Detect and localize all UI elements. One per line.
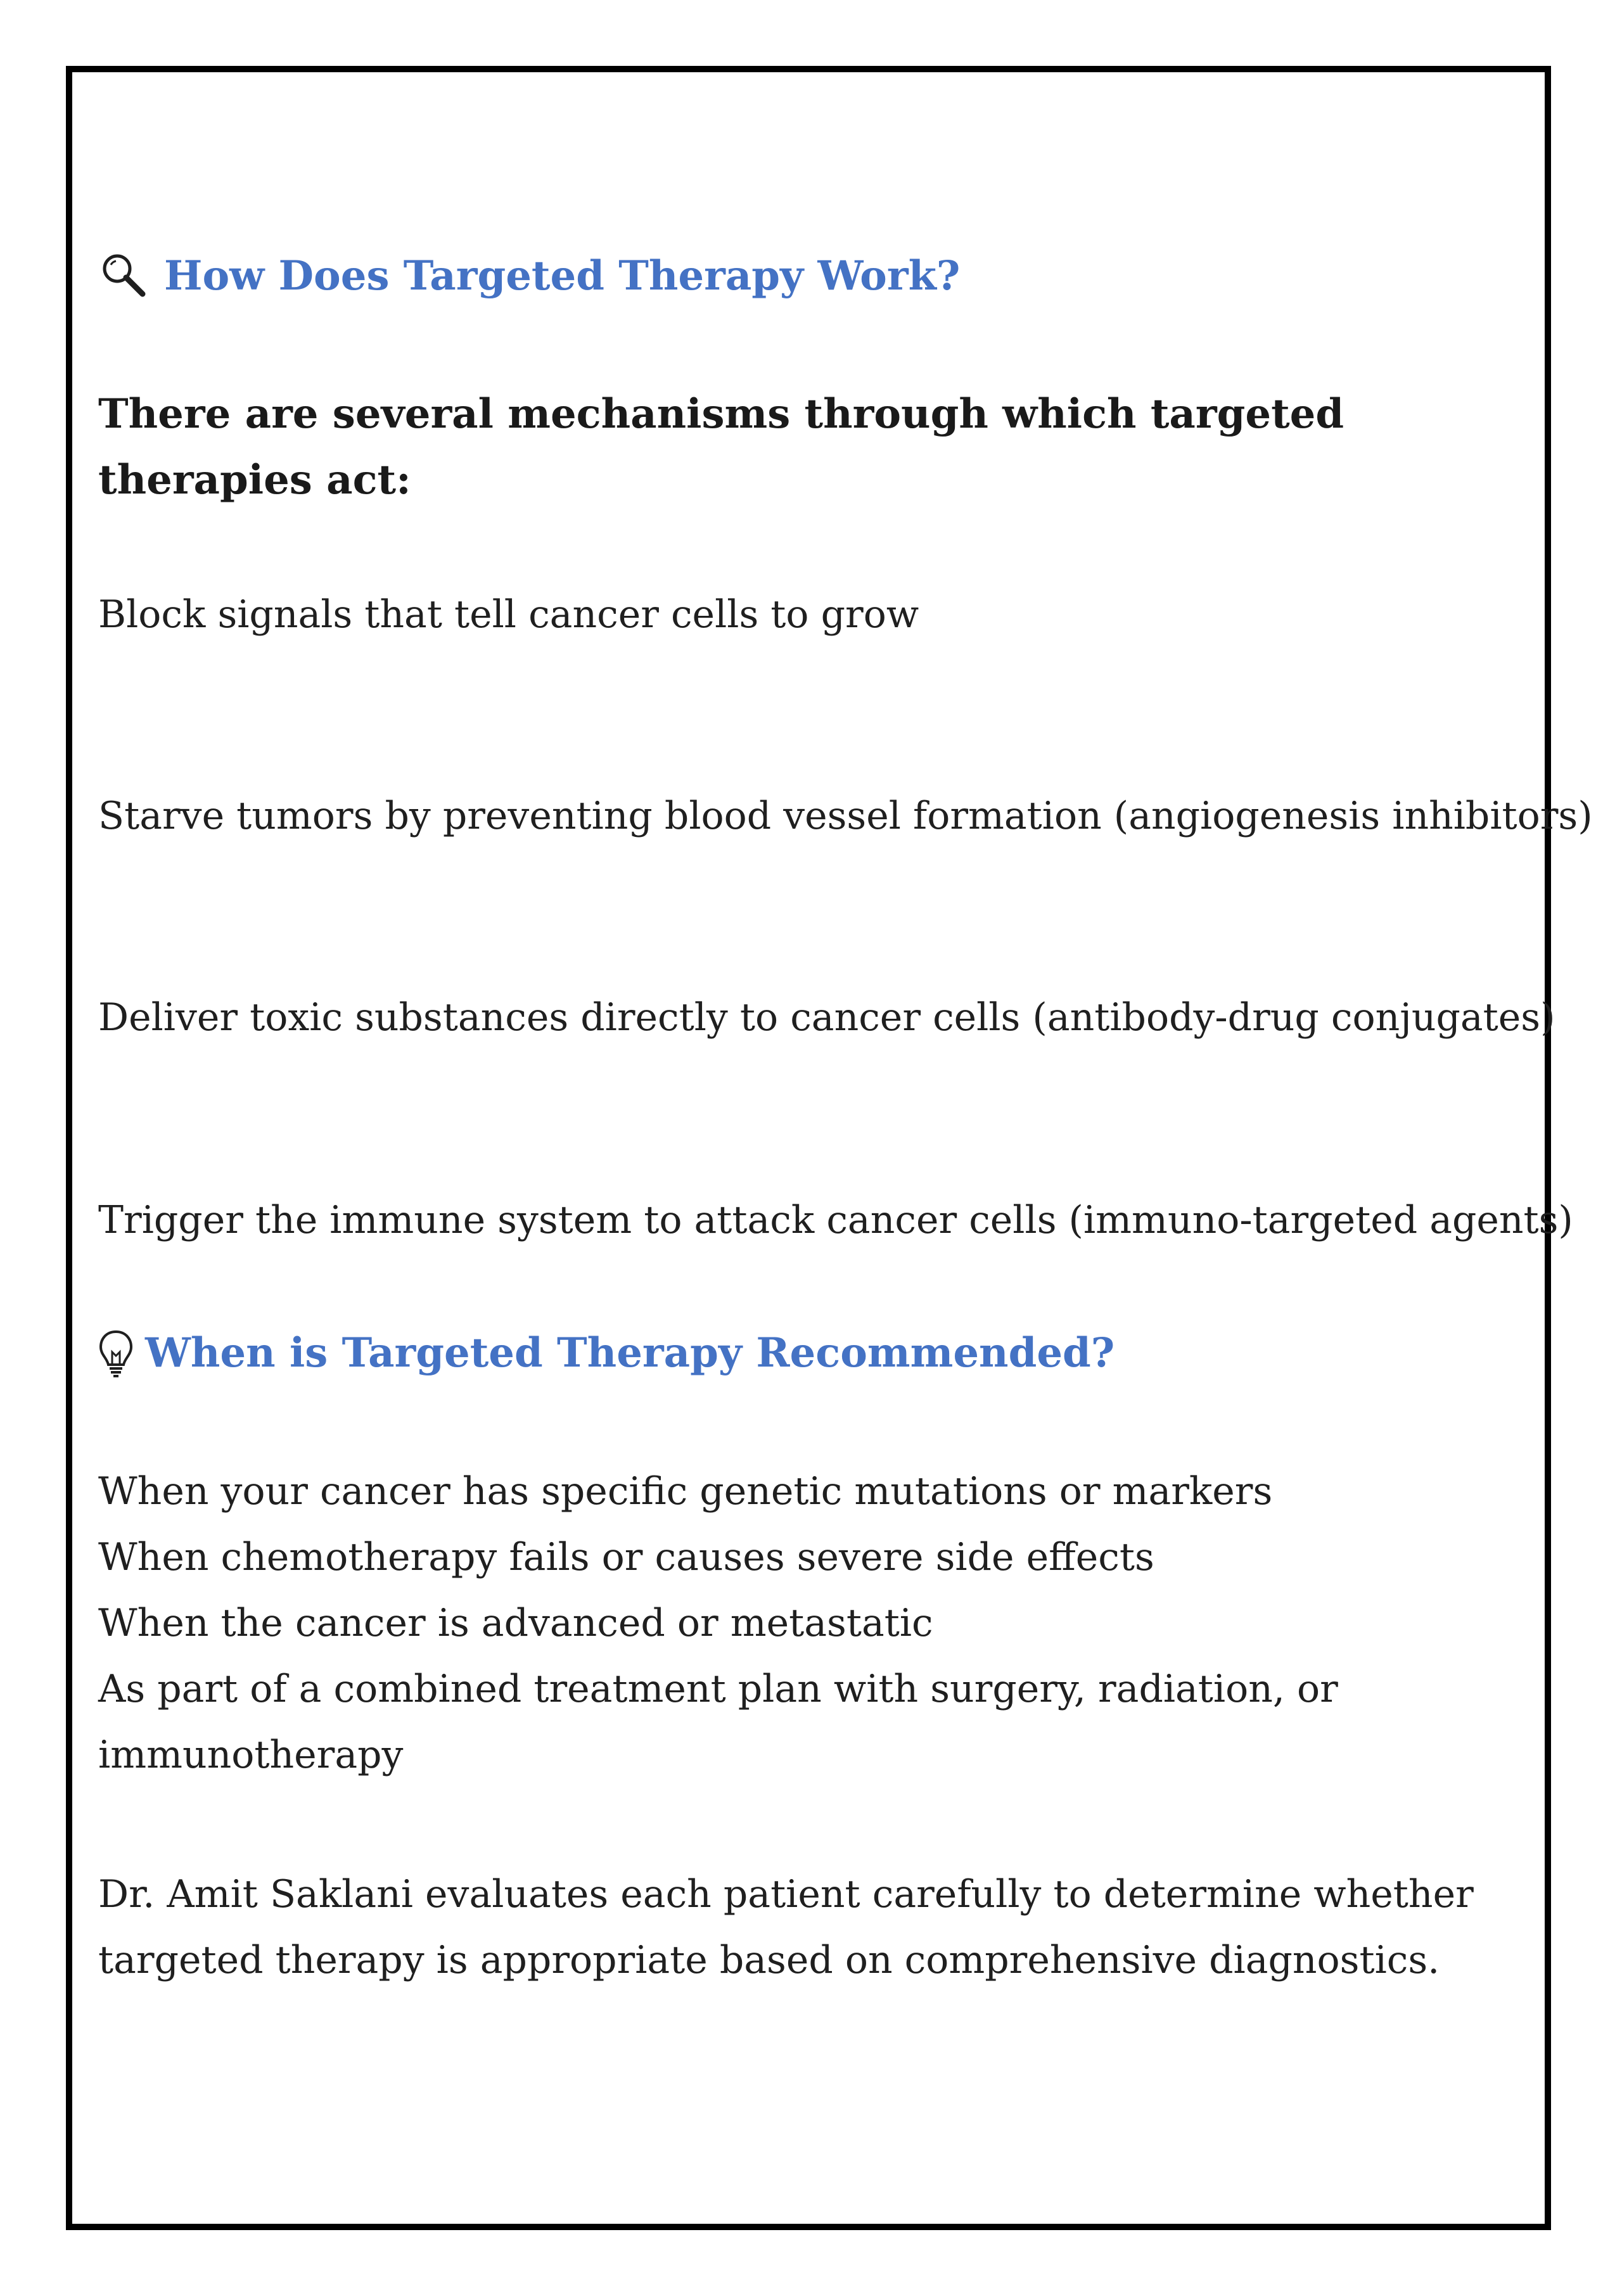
mechanism-item: Starve tumors by preventing blood vessel formation (angiogenesis inhibitors) [98, 794, 1593, 838]
indication-item: immunotherapy [98, 1733, 404, 1777]
mechanism-item: Trigger the immune system to attack cancer cells (immuno-targeted agents) [98, 1198, 1573, 1242]
mechanism-item: Deliver toxic substances directly to cancer cells (antibody-drug conjugates) [98, 995, 1555, 1040]
section-heading-text: When is Targeted Therapy Recommended? [145, 1329, 1115, 1377]
section-heading-recommended [96, 1327, 1114, 1380]
mechanisms-lead: There are several mechanisms through which targeted therapies act: [98, 390, 1344, 504]
section-heading-how-it-works [98, 250, 960, 303]
section-heading-text: How Does Targeted Therapy Work? [164, 252, 961, 300]
indication-item: When chemotherapy fails or causes severe side effects [98, 1535, 1154, 1579]
magnifier-icon [98, 250, 151, 303]
mechanism-item: Block signals that tell cancer cells to grow [98, 592, 919, 637]
indication-item: As part of a combined treatment plan with surgery, radiation, or [98, 1667, 1338, 1711]
indication-item: When the cancer is advanced or metastatic [98, 1601, 933, 1645]
closing-paragraph: Dr. Amit Saklani evaluates each patient carefully to determine whether targeted therapy is appropriate based on comprehensive diagnostics. [98, 1872, 1474, 1982]
lightbulb-icon [96, 1327, 136, 1380]
indication-item: When your cancer has specific genetic mutations or markers [98, 1469, 1273, 1514]
